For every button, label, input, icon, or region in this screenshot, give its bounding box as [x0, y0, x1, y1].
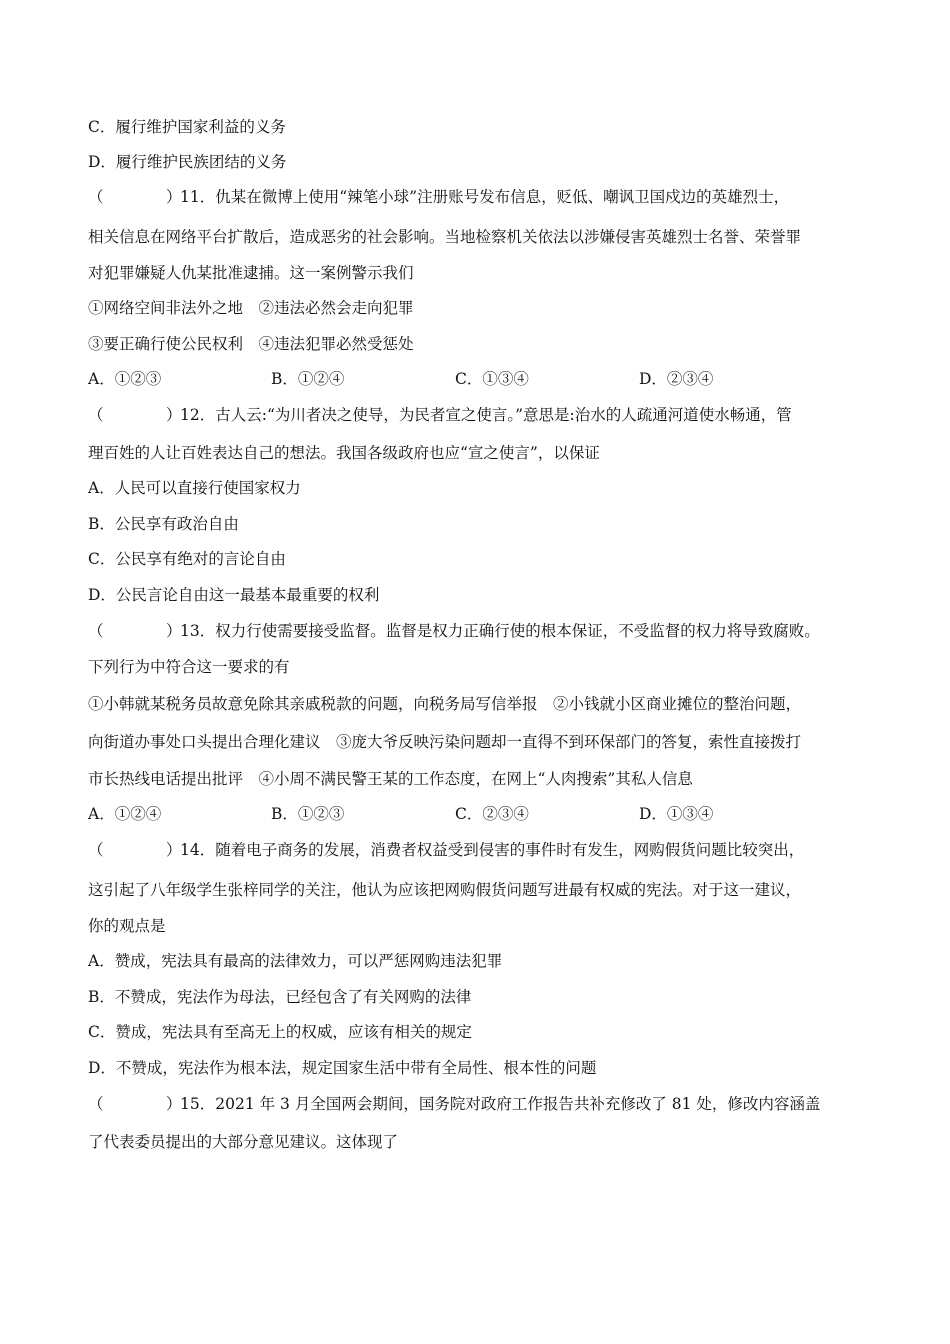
q13-statements-2: 向街道办事处口头提出合理化建议 ③庞大爷反映污染问题却一直得不到环保部门的答复，索性直接拨打 [88, 733, 802, 751]
q12-option-a[interactable]: A．人民可以直接行使国家权力 [88, 479, 301, 497]
q13-choice-b[interactable]: B．①②③ [271, 805, 345, 823]
q11-statements-2: ③要正确行使公民权利 ④违法犯罪必然受惩处 [88, 335, 414, 353]
q13-stem-line-1 [88, 621, 878, 641]
q11-stem-line-1 [88, 187, 878, 207]
q13-choice-a[interactable]: A．①②④ [88, 805, 162, 823]
q12-answer-blank[interactable]: （ ） [88, 406, 182, 424]
q15-number: 15． [180, 1095, 216, 1113]
q14-option-c[interactable]: C．赞成，宪法具有至高无上的权威，应该有相关的规定 [88, 1023, 472, 1041]
q13-statements-3: 市长热线电话提出批评 ④小周不满民警王某的工作态度，在网上“人肉搜索”其私人信息 [88, 770, 693, 788]
q12-text-1: 古人云:“为川者决之使导，为民者宣之使言。”意思是:治水的人疏通河道使水畅通，管 [215, 406, 792, 424]
q14-stem-line-3: 你的观点是 [88, 917, 166, 935]
q11-stem-line-3: 对犯罪嫌疑人仇某批准逮捕。这一案例警示我们 [88, 264, 414, 282]
q11-choice-b[interactable]: B．①②④ [271, 370, 345, 388]
q14-option-a[interactable]: A．赞成，宪法具有最高的法律效力，可以严惩网购违法犯罪 [88, 952, 503, 970]
q12-option-c[interactable]: C．公民享有绝对的言论自由 [88, 550, 286, 568]
q11-answer-blank[interactable]: （ ） [88, 188, 182, 206]
q14-stem-line-1 [88, 840, 878, 860]
q11-stem-line-2: 相关信息在网络平台扩散后，造成恶劣的社会影响。当地检察机关依法以涉嫌侵害英雄烈士名誉、荣誉罪 [88, 228, 802, 246]
q14-stem-line-2: 这引起了八年级学生张梓同学的关注，他认为应该把网购假货问题写进最有权威的宪法。对于这一建议， [88, 881, 802, 899]
q11-text-1: 仇某在微博上使用“辣笔小球”注册账号发布信息，贬低、嘲讽卫国戍边的英雄烈士， [215, 188, 790, 206]
q12-option-b[interactable]: B．公民享有政治自由 [88, 515, 239, 533]
q15-stem-line-1 [88, 1094, 878, 1114]
q12-number: 12． [180, 406, 216, 424]
q10-option-d[interactable]: D．履行维护民族团结的义务 [88, 153, 287, 171]
q13-answer-blank[interactable]: （ ） [88, 622, 182, 640]
q12-stem-line-1 [88, 405, 878, 425]
q11-number: 11． [180, 188, 216, 206]
q14-option-b[interactable]: B．不赞成，宪法作为母法，已经包含了有关网购的法律 [88, 988, 472, 1006]
q11-statements-1: ①网络空间非法外之地 ②违法必然会走向犯罪 [88, 299, 414, 317]
q12-stem-line-2: 理百姓的人让百姓表达自己的想法。我国各级政府也应“宣之使言”，以保证 [88, 444, 600, 462]
q11-choice-a[interactable]: A．①②③ [88, 370, 162, 388]
q14-option-d[interactable]: D．不赞成，宪法作为根本法，规定国家生活中带有全局性、根本性的问题 [88, 1059, 597, 1077]
q15-stem-line-2: 了代表委员提出的大部分意见建议。这体现了 [88, 1133, 399, 1151]
q11-choice-d[interactable]: D．②③④ [639, 370, 714, 388]
q13-choice-d[interactable]: D．①③④ [639, 805, 714, 823]
q15-text-1: 2021 年 3 月全国两会期间，国务院对政府工作报告共补充修改了 81 处，修改内容涵盖 [215, 1095, 821, 1113]
q13-stem-line-2: 下列行为中符合这一要求的有 [88, 658, 290, 676]
q11-choice-c[interactable]: C．①③④ [455, 370, 529, 388]
q13-text-1: 权力行使需要接受监督。监督是权力正确行使的根本保证，不受监督的权力将导致腐败。 [215, 622, 820, 640]
q12-option-d[interactable]: D．公民言论自由这一最基本最重要的权利 [88, 586, 380, 604]
q14-number: 14． [180, 841, 216, 859]
q14-answer-blank[interactable]: （ ） [88, 841, 182, 859]
q14-text-1: 随着电子商务的发展，消费者权益受到侵害的事件时有发生，网购假货问题比较突出， [215, 841, 805, 859]
q13-choice-c[interactable]: C．②③④ [455, 805, 529, 823]
q13-statements-1: ①小韩就某税务员故意免除其亲戚税款的问题，向税务局写信举报 ②小钱就小区商业摊位的整治问题， [88, 695, 802, 713]
q15-answer-blank[interactable]: （ ） [88, 1095, 182, 1113]
q13-number: 13． [180, 622, 216, 640]
q10-option-c[interactable]: C．履行维护国家利益的义务 [88, 118, 286, 136]
